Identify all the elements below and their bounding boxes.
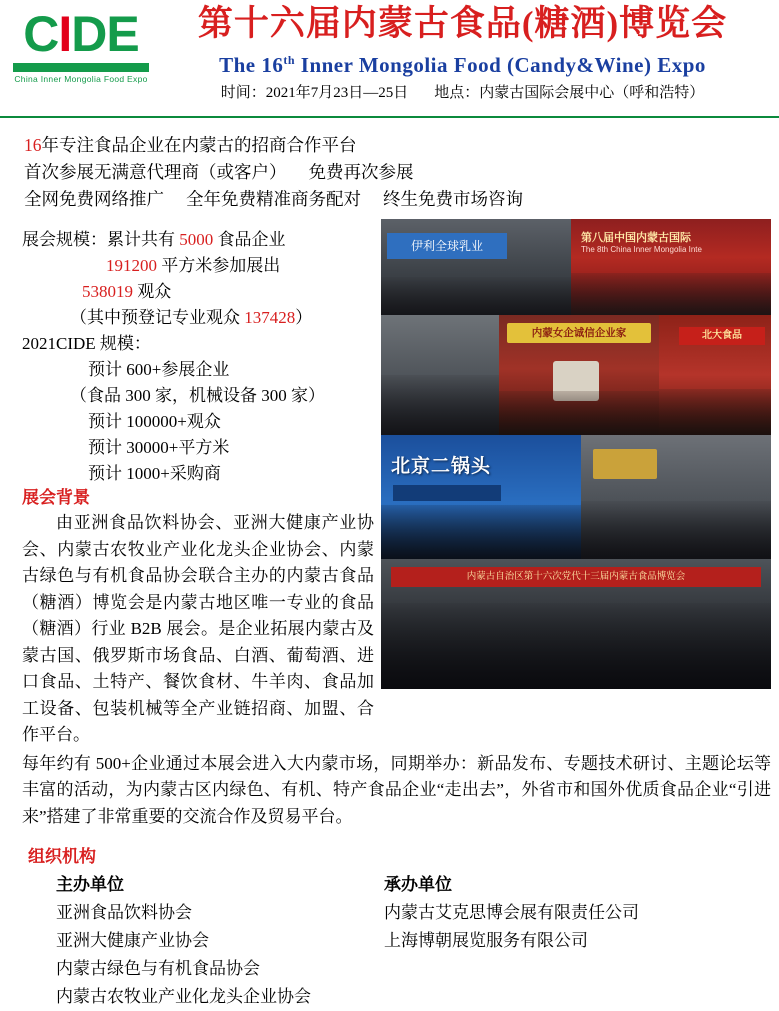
scale-area-total: 191200 bbox=[106, 256, 157, 275]
background-paragraph-2: 每年约有 500+企业通过本展会进入大内蒙市场，同期举办：新品发布、专题技术研讨、主题论坛等丰富的活动，为内蒙古区内绿色、有机、特产食品企业“走出去”，外省市和国外优质食品企业“引进来”搭建了非常重要的交流合作及贸易平台。 bbox=[22, 753, 771, 826]
background-paragraph-1 bbox=[22, 510, 374, 749]
scale-l4-pre: （其中预登记专业观众 bbox=[70, 308, 245, 327]
photo-banner-8th-en: The 8th China Inner Mongolia Inte bbox=[581, 245, 702, 254]
slogan-line-3a: 全网免费网络推广 bbox=[24, 189, 164, 209]
scale-l2-post: 平方米参加展出 bbox=[157, 256, 281, 275]
photo-cell-2 bbox=[571, 219, 771, 315]
event-place: 地点：内蒙古国际会展中心（呼和浩特） bbox=[434, 85, 705, 101]
photo-crowd-shadow-5 bbox=[659, 389, 771, 435]
scale-2021-area: 预计 30000+平方米 bbox=[88, 438, 230, 457]
photo-banner-party-congress: 内蒙古自治区第十六次党代十三届内蒙古食品博览会 bbox=[391, 567, 761, 587]
slogan-years-number: 16 bbox=[24, 135, 42, 155]
slogan-line-2 bbox=[24, 159, 779, 186]
slogan-line-1 bbox=[24, 132, 779, 159]
logo-letter-i: I bbox=[58, 6, 72, 62]
photo-crowd-shadow-7 bbox=[581, 501, 771, 559]
organizer-item: 亚洲食品饮料协会 bbox=[56, 903, 192, 922]
photo-banner-erguotou: 北京二锅头 bbox=[391, 456, 492, 477]
photo-banner-credit-enterprise: 内蒙女企诚信企业家 bbox=[507, 323, 651, 343]
section-title-organization: 组织机构 bbox=[28, 847, 96, 866]
scale-2021-visitors: 预计 100000+观众 bbox=[88, 412, 221, 431]
scale-2021-buyers: 预计 1000+采购商 bbox=[88, 464, 221, 483]
photo-crowd-shadow-4 bbox=[499, 391, 659, 435]
slogan-line-3b: 全年免费精准商务配对 bbox=[186, 189, 361, 209]
logo-subtitle: China Inner Mongolia Food Expo bbox=[14, 74, 148, 84]
logo-underline-bar bbox=[13, 63, 149, 72]
expo-photo-collage bbox=[381, 219, 771, 689]
photo-crowd-shadow-6 bbox=[381, 505, 581, 559]
photo-crowd-shadow-8 bbox=[381, 603, 771, 689]
logo-letter-e: E bbox=[106, 6, 139, 62]
scale-preregistered-count: 137428 bbox=[244, 308, 296, 327]
photo-cell-3 bbox=[381, 315, 499, 435]
slogan-line-3 bbox=[24, 186, 779, 213]
organization-columns bbox=[56, 871, 779, 1006]
document-header bbox=[0, 0, 779, 118]
background-paragraph-1-text: 由亚洲食品饮料协会、亚洲大健康产业协会、内蒙古农牧业产业化龙头企业协会、内蒙古绿色与有机食品协会联合主办的内蒙古食品（糖酒）博览会是内蒙古地区唯一专业的食品（糖酒）行业 B2B 展会。是企业拓展内蒙古及蒙古国、俄罗斯市场食品、白酒、葡萄酒、进口食品、土特产、餐饮食材、牛羊肉、食品加工设备、包装机械等全产业链招商、加盟、合作平台。 bbox=[22, 513, 374, 744]
photo-banner-beida-food: 北大食品 bbox=[679, 327, 765, 345]
photo-banner-8th-cn: 第八届中国内蒙古国际 bbox=[581, 232, 691, 244]
event-date: 时间：2021年7月23日—25日 bbox=[220, 85, 409, 101]
logo-letter-d: D bbox=[71, 6, 107, 62]
scale-line-3 bbox=[22, 279, 382, 305]
scale-l1-pre: 累计共有 bbox=[107, 230, 180, 249]
coorganizer-item: 内蒙古艾克思博会展有限责任公司 bbox=[384, 903, 639, 922]
scale-company-count: 5000 bbox=[179, 230, 214, 249]
title-block bbox=[150, 2, 775, 105]
photo-booth-sign-gold bbox=[593, 449, 657, 479]
slogan-block bbox=[24, 132, 779, 213]
scale-l4-post: ） bbox=[295, 308, 313, 327]
slogan-line-3c: 终生免费市场咨询 bbox=[383, 189, 523, 209]
expo-title-english bbox=[150, 46, 775, 79]
scale-line-2 bbox=[22, 253, 382, 279]
photo-crowd-shadow-3 bbox=[381, 375, 499, 435]
photo-crowd-shadow-1 bbox=[381, 277, 571, 315]
scale-visitor-total: 538019 bbox=[82, 282, 133, 301]
photo-booth-strip bbox=[393, 485, 501, 501]
slogan-line-2b: 免费再次参展 bbox=[308, 162, 414, 182]
slogan-line-1-text: 年专注食品企业在内蒙古的招商合作平台 bbox=[41, 135, 357, 155]
photo-cell-8 bbox=[381, 559, 771, 689]
section-title-background: 展会背景 bbox=[22, 488, 90, 507]
scale-line-1 bbox=[22, 227, 382, 253]
scale-l1-post: 食品企业 bbox=[213, 230, 286, 249]
scale-2021-exhibitors: 预计 600+参展企业 bbox=[88, 360, 230, 379]
organizer-heading: 主办单位 bbox=[56, 875, 124, 894]
photo-crowd-shadow-2 bbox=[571, 273, 771, 315]
scale-l3-post: 观众 bbox=[133, 282, 172, 301]
scale-label: 展会规模： bbox=[22, 230, 107, 249]
scale-2021-header: 2021CIDE 规模： bbox=[22, 334, 151, 353]
coorganizer-column bbox=[384, 871, 639, 955]
coorganizer-heading: 承办单位 bbox=[384, 875, 452, 894]
organizer-item: 亚洲大健康产业协会 bbox=[56, 931, 209, 950]
slogan-line-2a: 首次参展无满意代理商（或客户） bbox=[24, 162, 287, 182]
organizer-item: 内蒙古农牧业产业化龙头企业协会 bbox=[56, 987, 311, 1006]
expo-title-chinese: 第十六届内蒙古食品(糖酒)博览会 bbox=[197, 4, 728, 43]
photo-cell-6 bbox=[381, 435, 581, 559]
coorganizer-item: 上海博朝展览服务有限公司 bbox=[384, 931, 588, 950]
title-en-prefix: The 16 bbox=[219, 53, 284, 77]
event-time-place bbox=[150, 81, 775, 105]
organizer-column bbox=[56, 871, 311, 1011]
title-en-ordinal: th bbox=[283, 53, 296, 67]
organizer-item: 内蒙古绿色与有机食品协会 bbox=[56, 959, 260, 978]
expo-scale-block bbox=[22, 227, 382, 487]
title-en-suffix: Inner Mongolia Food (Candy&Wine) Expo bbox=[295, 53, 706, 77]
photo-cell-5 bbox=[659, 315, 771, 435]
scale-2021-breakdown: （食品 300 家，机械设备 300 家） bbox=[70, 386, 325, 405]
photo-cell-7 bbox=[581, 435, 771, 559]
logo-letter-c: C bbox=[23, 6, 59, 62]
logo-wordmark bbox=[23, 6, 138, 62]
photo-cell-1 bbox=[381, 219, 571, 315]
photo-banner-yili: 伊利全球乳业 bbox=[387, 233, 507, 259]
cide-logo bbox=[10, 6, 152, 84]
photo-cell-4 bbox=[499, 315, 659, 435]
scale-line-4 bbox=[22, 305, 382, 331]
